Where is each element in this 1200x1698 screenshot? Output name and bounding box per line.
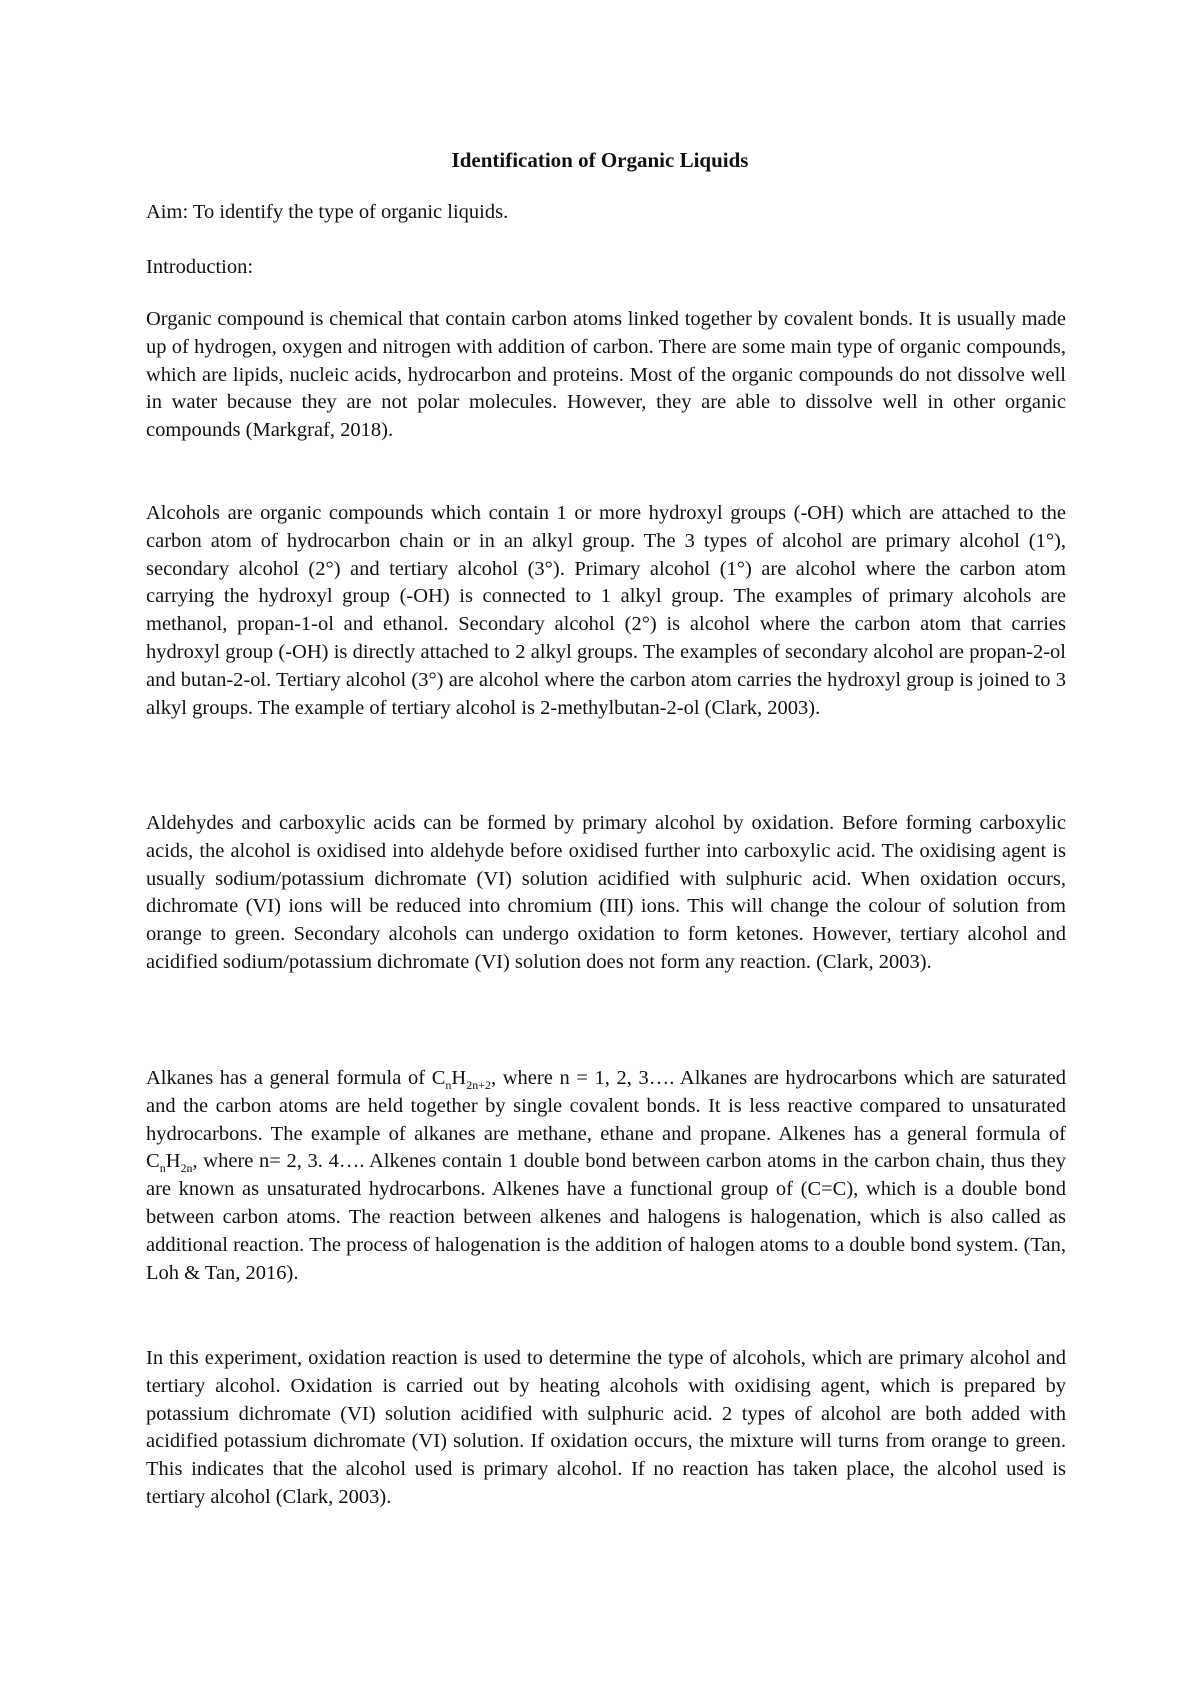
introduction-heading: Introduction: [146,256,254,278]
paragraph-alcohols: Alcohols are organic compounds which contain 1 or more hydroxyl groups (-OH) which are attached to the carbon atom of hydrocarbon chain or in an alkyl group. The 3 types of alcohol are primary alcohol (1°), secondary alcohol (2°) and tertiary alcohol (3°). Primary alcohol (1°) are alcohol where the carbon atom carrying the hydroxyl group (-OH) is connected to 1 alkyl group. The examples of primary alcohols are methanol, propan-1-ol and ethanol. Secondary alcohol (2°) is alcohol where the carbon atom that carries hydroxyl group (-OH) is directly attached to 2 alkyl groups. The examples of secondary alcohol are propan-2-ol and butan-2-ol. Tertiary alcohol (3°) are alcohol where the carbon atom carries the hydroxyl group is joined to 3 alkyl groups. The example of tertiary alcohol is 2-methylbutan-2-ol (Clark, 2003). [146,502,1066,719]
paragraph-alkanes-alkenes: Alkanes has a general formula of $C_nH_{2n+2}$, where n = 1, 2, 3…. Alkanes are hydrocarbons which are saturated and the carbon atoms are held together by single covalent bonds. It is less reactive compared to unsaturated hydrocarbons. The example of alkanes are methane, ethane and propane. Alkenes has a general formula of $C_nH_{2n}$, where n= 2, 3. 4…. Alkenes contain 1 double bond between carbon atoms in the carbon chain, thus they are known as unsaturated hydrocarbons. Alkenes have a functional group of (C=C), which is a double bond between carbon atoms. The reaction between alkenes and halogens is halogenation, which is also called as additional reaction. The process of halogenation is the addition of halogen atoms to a double bond system. (Tan, Loh & Tan, 2016). [146,1067,1066,1284]
paragraph-experiment: In this experiment, oxidation reaction is used to determine the type of alcohols, which are primary alcohol and tertiary alcohol. Oxidation is carried out by heating alcohols with oxidising agent, which is prepared by potassium dichromate (VI) solution acidified with sulphuric acid. 2 types of alcohol are both added with acidified potassium dichromate (VI) solution. If oxidation occurs, the mixture will turns from orange to green. This indicates that the alcohol used is primary alcohol. If no reaction has taken place, the alcohol used is tertiary alcohol (Clark, 2003). [146,1347,1066,1508]
paragraph-organic-compounds: Organic compound is chemical that contain carbon atoms linked together by covalent bonds. It is usually made up of hydrogen, oxygen and nitrogen with addition of carbon. There are some main type of organic compounds, which are lipids, nucleic acids, hydrocarbon and proteins. Most of the organic compounds do not dissolve well in water because they are not polar molecules. However, they are able to dissolve well in other organic compounds (Markgraf, 2018). [146,308,1066,442]
paragraph-oxidation: Aldehydes and carboxylic acids can be formed by primary alcohol by oxidation. Before forming carboxylic acids, the alcohol is oxidised into aldehyde before oxidised further into carboxylic acid. The oxidising agent is usually sodium/potassium dichromate (VI) solution acidified with sulphuric acid. When oxidation occurs, dichromate (VI) ions will be reduced into chromium (III) ions. This will change the colour of solution from orange to green. Secondary alcohols can undergo oxidation to form ketones. However, tertiary alcohol and acidified sodium/potassium dichromate (VI) solution does not form any reaction. (Clark, 2003). [146,812,1066,973]
document-title: Identification of Organic Liquids [451,148,749,172]
aim-statement: Aim: To identify the type of organic liquids. [146,201,509,223]
